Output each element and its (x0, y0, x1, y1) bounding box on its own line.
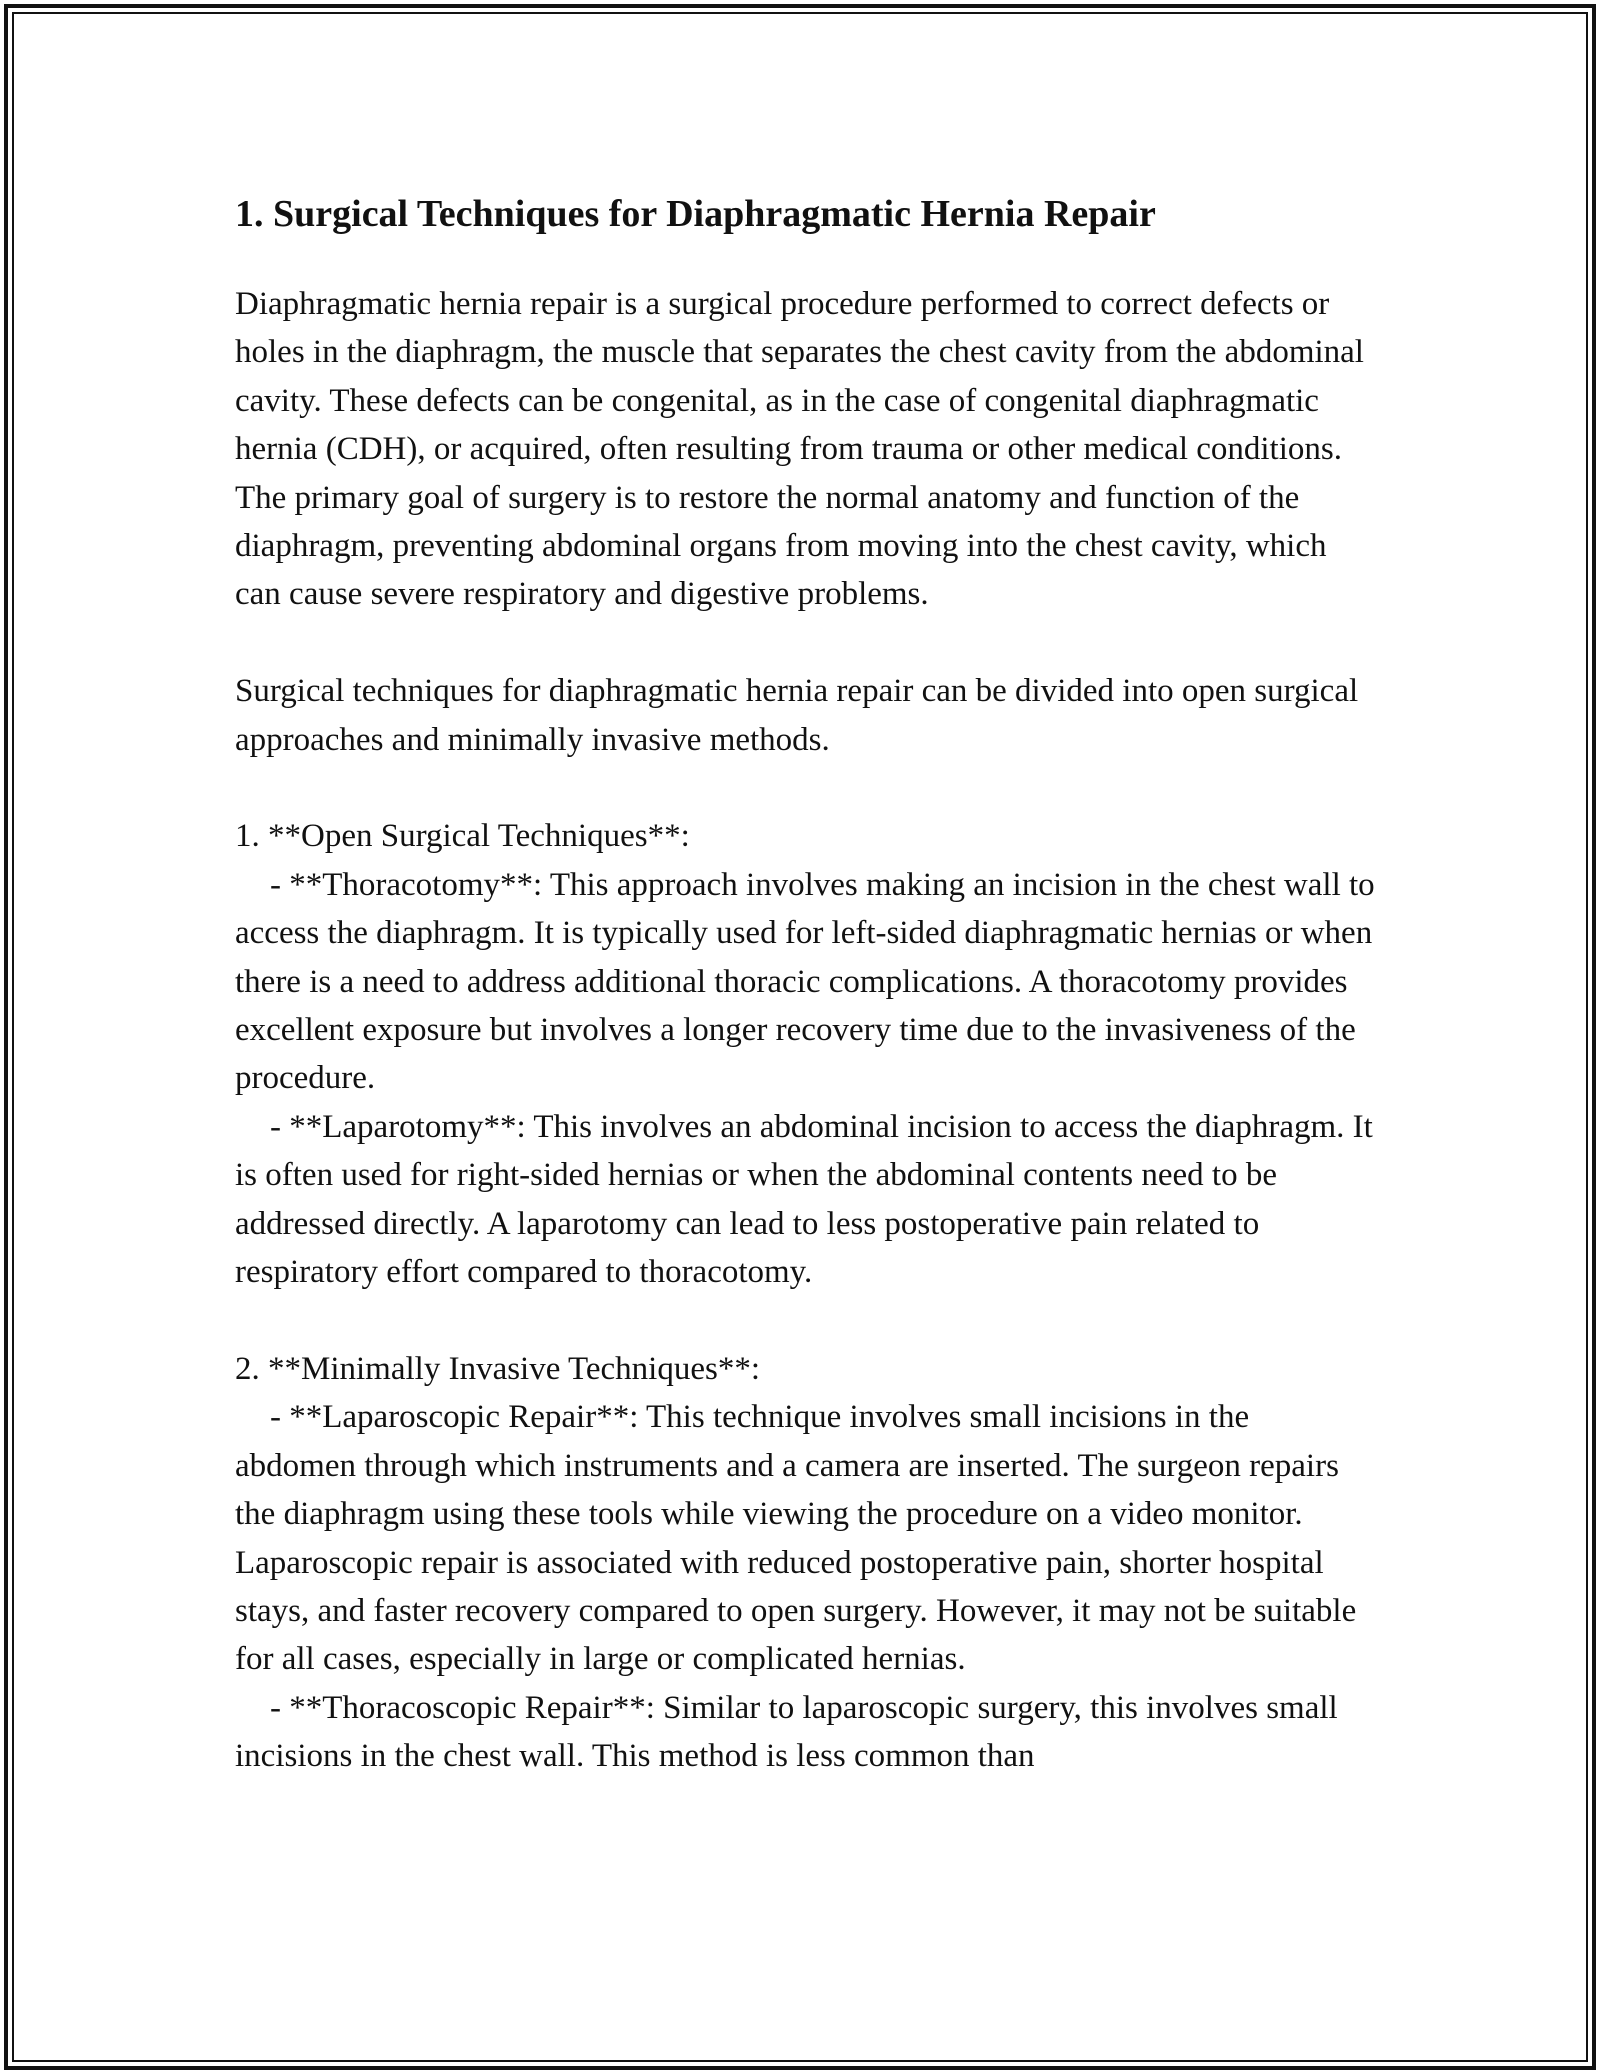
paragraph-spacer (235, 619, 1375, 667)
open-techniques-heading: 1. **Open Surgical Techniques**: (235, 818, 690, 855)
minimally-invasive-heading: 2. **Minimally Invasive Techniques**: (235, 1350, 761, 1387)
intro-paragraph: Diaphragmatic hernia repair is a surgical procedure performed to correct defects or holes in the diaphragm, the muscle that separates the chest cavity from the abdominal cavity. These defects can be congenital, as in the case of congenital diaphragmatic hernia (CDH), or acquired, often resulting from trauma or other medical conditions. The primary goal of surgery is to restore the normal anatomy and function of the diaphragm, preventing abdominal organs from moving into the chest cavity, which can cause severe respiratory and digestive problems. (235, 286, 1364, 613)
division-paragraph: Surgical techniques for diaphragmatic hernia repair can be divided into open surgical approaches and minimally invasive methods. (235, 673, 1359, 758)
document-text (235, 280, 1375, 1781)
laparoscopic-item: - **Laparoscopic Repair**: This technique involves small incisions in the abdomen through which instruments and a camera are inserted. The surgeon repairs the diaphragm using these tools while viewing the procedure on a video monitor. Laparoscopic repair is associated with reduced postoperative pain, shorter hospital stays, and faster recovery compared to open surgery. However, it may not be suitable for all cases, especially in large or complicated hernias. (235, 1399, 1357, 1678)
thoracoscopic-item: - **Thoracoscopic Repair**: Similar to laparoscopic surgery, this involves small incisions in the chest wall. This method is less common than (235, 1689, 1338, 1775)
paragraph-spacer (235, 1297, 1375, 1345)
document-body (235, 186, 1375, 1781)
page-title: 1. Surgical Techniques for Diaphragmatic Hernia Repair (235, 193, 1156, 235)
laparotomy-item: - **Laparotomy**: This involves an abdominal incision to access the diaphragm. It is often used for right-sided hernias or when the abdominal contents need to be addressed directly. A laparotomy can lead to less postoperative pain related to respiratory effort compared to thoracotomy. (235, 1108, 1373, 1291)
paragraph-spacer (235, 764, 1375, 812)
thoracotomy-item: - **Thoracotomy**: This approach involves making an incision in the chest wall to access the diaphragm. It is typically used for left-sided diaphragmatic hernias or when there is a need to address additional thoracic complications. A thoracotomy provides excellent exposure but involves a longer recovery time due to the invasiveness of the procedure. (235, 866, 1375, 1097)
